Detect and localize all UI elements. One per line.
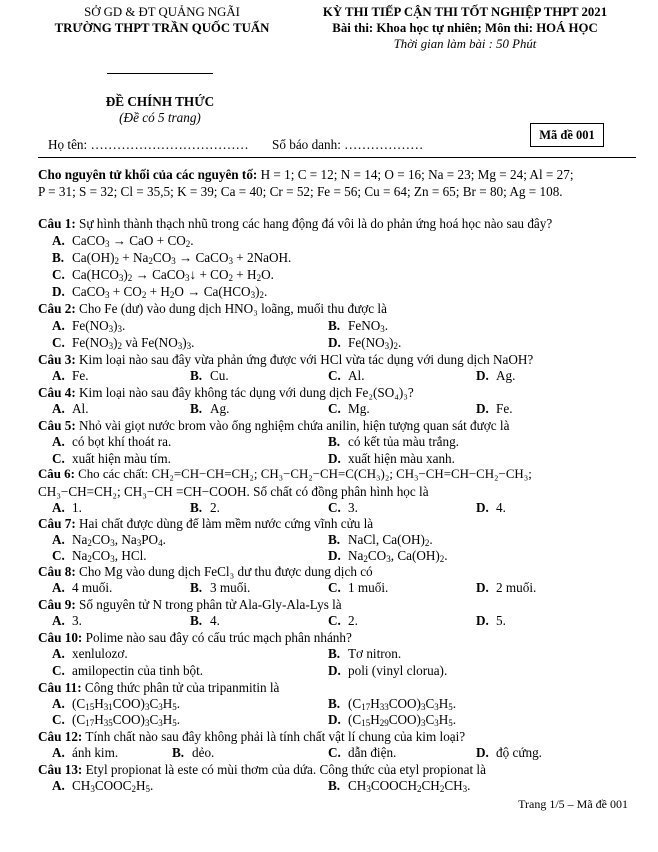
- exam-title: KỲ THI TIẾP CẬN THI TỐT NGHIỆP THPT 2021: [322, 5, 608, 19]
- q10-option-d: [328, 663, 447, 679]
- q4-option-a: [52, 401, 88, 417]
- question-8-text: Cho Mg vào dung dịch FeCl₃ dư thu được dung dịch có: [75, 564, 373, 579]
- q2-label-c: C.: [52, 335, 65, 350]
- q8-option-a: [52, 580, 112, 596]
- q5-option-d-text: xuất hiện màu xanh.: [348, 451, 455, 466]
- question-9: [38, 597, 342, 613]
- q4-label-b: B.: [190, 401, 203, 416]
- question-10: [38, 630, 352, 646]
- question-12-number: Câu 12:: [38, 729, 83, 744]
- sbd-field-label: Số báo danh: ………………: [272, 137, 424, 152]
- q7-option-a: A. $Na_2CO_3$, $Na_3PO_4$.: [52, 532, 166, 548]
- q12-option-a-text: ánh kim.: [72, 745, 119, 760]
- question-5: [38, 418, 509, 434]
- q11-label-b: B.: [328, 696, 341, 711]
- q6-option-c: [328, 500, 358, 516]
- q6-option-a: [52, 500, 82, 516]
- q12-option-d: [476, 745, 542, 761]
- question-8-number: Câu 8:: [38, 564, 76, 579]
- atomic-masses-lead: Cho nguyên tử khối của các nguyên tố:: [38, 167, 258, 182]
- q12-label-b: B.: [172, 745, 185, 760]
- atomic-masses-line1: [38, 167, 574, 183]
- question-6: [38, 467, 532, 482]
- q4-label-c: C.: [328, 401, 341, 416]
- question-1-number: Câu 1:: [38, 216, 76, 231]
- official-label: ĐỀ CHÍNH THỨC: [105, 94, 215, 109]
- q3-option-c: [328, 368, 364, 384]
- question-5-text: Nhỏ vài giọt nước brom vào ống nghiệm chứa anilin, hiện tượng quan sát được là: [75, 418, 510, 433]
- question-3: [38, 352, 533, 368]
- q11-label-c: C.: [52, 712, 65, 727]
- question-12: [38, 729, 465, 745]
- question-6-line2: CH₃−CH=CH₂; CH₃−CH =CH−COOH. Số chất có đồng phân hình học là: [38, 484, 429, 499]
- question-3-number: Câu 3:: [38, 352, 76, 367]
- q13-option-b: B. $CH_3COOCH_2CH_2CH_3$.: [328, 778, 471, 794]
- q4-label-a: A.: [52, 401, 65, 416]
- q11-label-a: A.: [52, 696, 65, 711]
- q10-option-a-text: xenlulozơ.: [72, 646, 128, 661]
- question-4-text: Kim loại nào sau đây không tác dụng với dung dịch Fe₂(SO₄)₃?: [75, 385, 414, 400]
- q5-option-c: [52, 451, 171, 467]
- q6-option-d-text: 4.: [496, 500, 506, 515]
- q11-option-b: B. $(C_{17}H_{33}COO)_3C_3H_5$.: [328, 696, 457, 712]
- q1-option-a: A. CaCO$_3$ → CaO + $CO_2$.: [52, 233, 194, 249]
- q5-option-b: [328, 434, 459, 450]
- q2-label-a: A.: [52, 318, 65, 333]
- q6-label-d: D.: [476, 500, 489, 515]
- question-13-text: Etyl propionat là este có mùi thơm của dứa. Công thức của etyl propionat là: [82, 762, 486, 777]
- q3-option-a: [52, 368, 88, 384]
- q8-option-a-text: 4 muối.: [72, 580, 113, 595]
- question-5-number: Câu 5:: [38, 418, 76, 433]
- q4-option-b-text: Ag.: [210, 401, 230, 416]
- q6-label-c: C.: [328, 500, 341, 515]
- q4-option-c-text: Mg.: [348, 401, 370, 416]
- q11-option-c: C. $(C_{17}H_{35}COO)_3C_3H_5$.: [52, 712, 181, 728]
- question-2-text: Cho Fe (dư) vào dung dịch HNO₃ loãng, muối thu được là: [75, 301, 387, 316]
- q10-option-a: [52, 646, 128, 662]
- header-divider: [38, 157, 636, 158]
- q1-label-d: D.: [52, 284, 65, 299]
- q6-option-d: [476, 500, 506, 516]
- q6-option-b: [190, 500, 220, 516]
- question-6-text: Cho các chất: CH₂=CH−CH=CH₂; CH₃−CH₂−CH=C(CH₃)₂; CH₃−CH=CH−CH₂−CH₃;: [74, 467, 532, 481]
- q5-option-d: [328, 451, 455, 467]
- exam-subject: Bài thi: Khoa học tự nhiên; Môn thi: HOÁ HỌC: [332, 21, 598, 35]
- question-7-text: Hai chất được dùng để làm mềm nước cứng vĩnh cửu là: [75, 516, 374, 531]
- department-name: SỞ GD & ĐT QUẢNG NGÃI: [84, 5, 240, 19]
- q10-label-d: D.: [328, 663, 341, 678]
- q9-label-c: C.: [328, 613, 341, 628]
- q2-label-b: B.: [328, 318, 341, 333]
- question-1-text: Sự hình thành thạch nhũ trong các hang động đá vôi là do phản ứng hoá học nào sau đây?: [75, 216, 553, 231]
- q5-option-a-text: có bọt khí thoát ra.: [72, 434, 172, 449]
- q8-label-d: D.: [476, 580, 489, 595]
- q6-option-a-text: 1.: [72, 500, 82, 515]
- q9-option-a-text: 3.: [72, 613, 82, 628]
- question-10-number: Câu 10:: [38, 630, 83, 645]
- q2-option-c: C. $Fe(NO_3)_2$ và $Fe(NO_3)_3$.: [52, 335, 195, 351]
- q12-label-c: C.: [328, 745, 341, 760]
- q3-label-b: B.: [190, 368, 203, 383]
- exam-time: Thời gian làm bài : 50 Phút: [393, 37, 537, 51]
- exam-code-box: Mã đề 001: [530, 123, 604, 147]
- q1-option-d: D. CaCO$_3$ + $CO_2 + H_2O \to Ca(HCO_3)_2$.: [52, 284, 268, 300]
- q8-option-c: [328, 580, 388, 596]
- q1-option-c: C. $Ca(HCO_3)_2$ → CaCO$_3$↓ + $CO_2 + H_2O$.: [52, 267, 274, 283]
- q3-option-d: [476, 368, 515, 384]
- q3-option-b-text: Cu.: [210, 368, 229, 383]
- q10-option-c: [52, 663, 203, 679]
- q10-label-b: B.: [328, 646, 341, 661]
- q7-label-c: C.: [52, 548, 65, 563]
- q8-option-c-text: 1 muối.: [348, 580, 389, 595]
- name-field-label: Họ tên: ………………………………: [48, 137, 249, 152]
- q4-option-d: [476, 401, 512, 417]
- q4-option-c: [328, 401, 370, 417]
- q7-label-d: D.: [328, 548, 341, 563]
- q9-option-b-text: 4.: [210, 613, 220, 628]
- q5-label-d: D.: [328, 451, 341, 466]
- q9-option-c: [328, 613, 358, 629]
- q9-option-b: [190, 613, 220, 629]
- q2-option-b: B. FeNO$_3$.: [328, 318, 389, 334]
- q4-option-a-text: Al.: [72, 401, 89, 416]
- q11-option-a: A. $(C_{15}H_{31}COO)_3C_3H_5$.: [52, 696, 181, 712]
- q12-label-a: A.: [52, 745, 65, 760]
- q5-option-b-text: có kết tủa màu trắng.: [348, 434, 459, 449]
- atomic-masses-values1: H = 1; C = 12; N = 14; O = 16; Na = 23; Mg = 24; Al = 27;: [257, 167, 574, 182]
- q5-label-c: C.: [52, 451, 65, 466]
- q8-option-b-text: 3 muối.: [210, 580, 251, 595]
- q8-option-d: [476, 580, 536, 596]
- q7-option-b: B. NaCl, $Ca(OH)_2$.: [328, 532, 433, 548]
- header-underline-left: [107, 73, 213, 74]
- q1-option-b: B. $Ca(OH)_2 + Na_2CO_3$ → CaCO$_3$ + 2NaOH.: [52, 250, 292, 266]
- q3-label-c: C.: [328, 368, 341, 383]
- q3-option-d-text: Ag.: [496, 368, 516, 383]
- q3-option-c-text: Al.: [348, 368, 365, 383]
- q7-label-a: A.: [52, 532, 65, 547]
- q3-option-a-text: Fe.: [72, 368, 89, 383]
- q12-option-b: [172, 745, 214, 761]
- question-6-number: Câu 6:: [38, 467, 75, 481]
- q12-option-b-text: dẻo.: [192, 745, 215, 760]
- question-2-number: Câu 2:: [38, 301, 76, 316]
- q4-option-d-text: Fe.: [496, 401, 513, 416]
- question-10-text: Polime nào sau đây có cấu trúc mạch phân nhánh?: [82, 630, 352, 645]
- q1-label-a: A.: [52, 233, 65, 248]
- q12-option-c: [328, 745, 396, 761]
- q12-option-d-text: độ cứng.: [496, 745, 542, 760]
- question-12-text: Tính chất nào sau đây không phải là tính chất vật lí chung của kim loại?: [82, 729, 466, 744]
- q2-label-d: D.: [328, 335, 341, 350]
- q6-option-c-text: 3.: [348, 500, 358, 515]
- question-11-text: Công thức phân tử của tripanmitin là: [81, 680, 280, 695]
- q3-label-a: A.: [52, 368, 65, 383]
- q13-label-b: B.: [328, 778, 341, 793]
- q12-option-a: [52, 745, 118, 761]
- q5-option-c-text: xuất hiện màu tím.: [72, 451, 171, 466]
- q9-option-d-text: 5.: [496, 613, 506, 628]
- q11-label-d: D.: [328, 712, 341, 727]
- pages-note: (Đề có 5 trang): [119, 110, 201, 125]
- question-1: [38, 216, 552, 232]
- q5-label-a: A.: [52, 434, 65, 449]
- q10-option-d-text: poli (vinyl clorua).: [348, 663, 448, 678]
- q9-option-d: [476, 613, 506, 629]
- q7-option-c: C. $Na_2CO_3$, HCl.: [52, 548, 147, 564]
- q1-label-b: B.: [52, 250, 65, 265]
- q5-option-a: [52, 434, 171, 450]
- question-4: [38, 385, 414, 401]
- question-3-text: Kim loại nào sau đây vừa phản ứng được với HCl vừa tác dụng với dung dịch NaOH?: [75, 352, 534, 367]
- q6-label-b: B.: [190, 500, 203, 515]
- q2-option-d: D. $Fe(NO_3)_2$.: [328, 335, 402, 351]
- question-9-text: Số nguyên tử N trong phân tử Ala-Gly-Ala-Lys là: [75, 597, 342, 612]
- q5-label-b: B.: [328, 434, 341, 449]
- question-13-number: Câu 13:: [38, 762, 83, 777]
- q8-label-a: A.: [52, 580, 65, 595]
- q8-option-b: [190, 580, 250, 596]
- q7-option-d: D. $Na_2CO_3$, $Ca(OH)_2$.: [328, 548, 448, 564]
- q2-option-a: A. $Fe(NO_3)_3$.: [52, 318, 126, 334]
- q10-option-b-text: Tơ nitron.: [348, 646, 402, 661]
- q12-option-c-text: dẫn điện.: [348, 745, 397, 760]
- q4-option-b: [190, 401, 229, 417]
- question-11-number: Câu 11:: [38, 680, 82, 695]
- question-7: [38, 516, 373, 532]
- q1-label-c: C.: [52, 267, 65, 282]
- q4-label-d: D.: [476, 401, 489, 416]
- q13-label-a: A.: [52, 778, 65, 793]
- q13-option-a: A. $CH_3COOC_2H_5$.: [52, 778, 154, 794]
- q9-label-b: B.: [190, 613, 203, 628]
- q10-label-a: A.: [52, 646, 65, 661]
- q11-option-d: D. $(C_{15}H_{29}COO)_3C_3H_5$.: [328, 712, 457, 728]
- atomic-masses-line2: P = 31; S = 32; Cl = 35,5; K = 39; Ca = 40; Cr = 52; Fe = 56; Cu = 64; Zn = 65; Br = 80; Ag = 108.: [38, 184, 563, 199]
- question-9-number: Câu 9:: [38, 597, 76, 612]
- q9-option-c-text: 2.: [348, 613, 358, 628]
- question-13: [38, 762, 486, 778]
- q3-label-d: D.: [476, 368, 489, 383]
- q6-label-a: A.: [52, 500, 65, 515]
- q9-option-a: [52, 613, 82, 629]
- q10-option-c-text: amilopectin của tinh bột.: [72, 663, 204, 678]
- page-footer: Trang 1/5 – Mã đề 001: [518, 797, 628, 811]
- question-8: [38, 564, 373, 580]
- q9-label-d: D.: [476, 613, 489, 628]
- q6-option-b-text: 2.: [210, 500, 220, 515]
- question-2: [38, 301, 387, 317]
- question-7-number: Câu 7:: [38, 516, 76, 531]
- school-name: TRƯỜNG THPT TRẦN QUỐC TUẤN: [54, 21, 270, 35]
- question-4-number: Câu 4:: [38, 385, 76, 400]
- q12-label-d: D.: [476, 745, 489, 760]
- q8-label-b: B.: [190, 580, 203, 595]
- q3-option-b: [190, 368, 229, 384]
- q10-label-c: C.: [52, 663, 65, 678]
- q7-label-b: B.: [328, 532, 341, 547]
- q10-option-b: [328, 646, 401, 662]
- q8-label-c: C.: [328, 580, 341, 595]
- q9-label-a: A.: [52, 613, 65, 628]
- question-11: [38, 680, 279, 696]
- q8-option-d-text: 2 muối.: [496, 580, 537, 595]
